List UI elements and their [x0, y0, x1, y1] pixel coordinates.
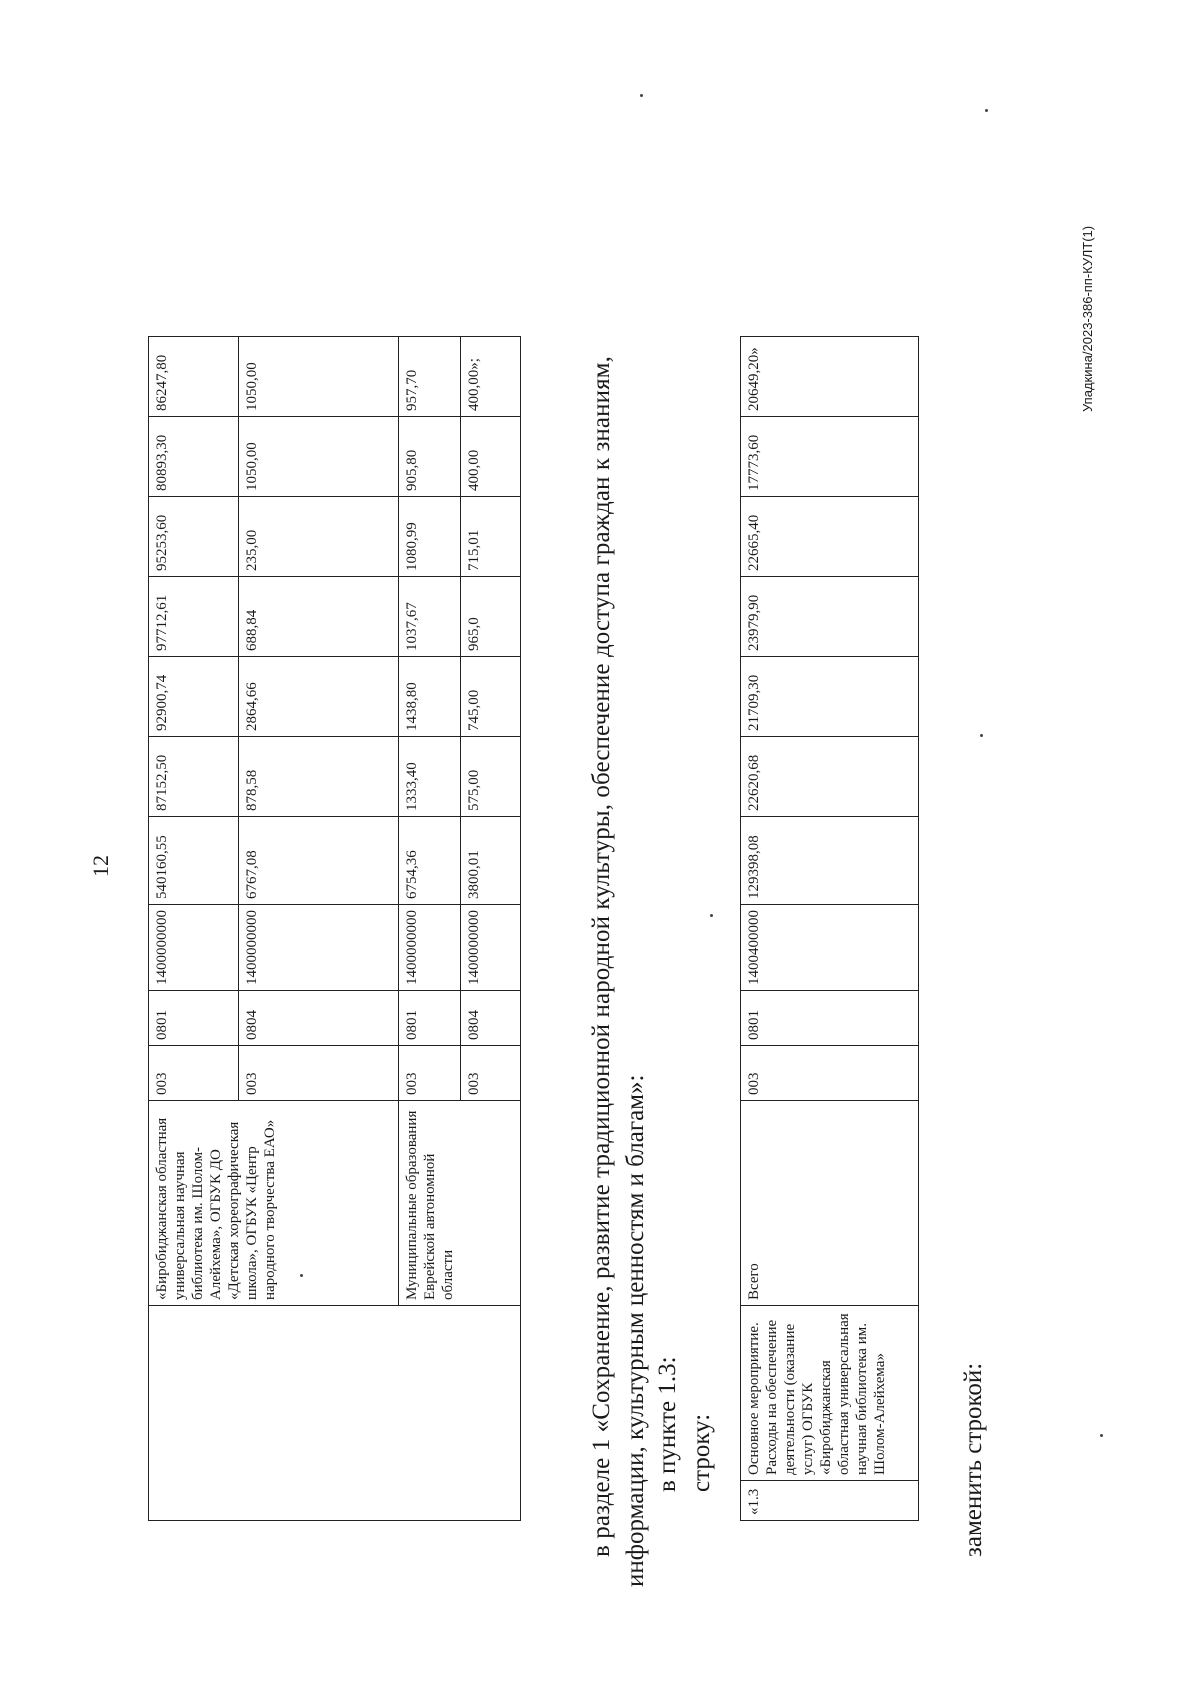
scan-speck — [985, 109, 988, 112]
table-cell-value: 1333,40 — [399, 737, 461, 817]
table-cell-value: 1438,80 — [399, 657, 461, 737]
table-cell-value: 878,58 — [239, 737, 399, 817]
table-cell-value: 92900,74 — [149, 657, 239, 737]
table-cell-executor: «Биробиджанская областная универсальная научная библиотека им. Шолом-Алейхема», ОГБУК ДО «Детская хореографическая школа», ОГБУК «Центр народного творчества ЕАО» — [149, 1101, 399, 1306]
amendment-text-line: в разделе 1 «Сохранение, развитие традиционной народной культуры, обеспечение доступа граждан к знаниям, — [588, 356, 615, 1557]
table-cell-value: 23979,90 — [741, 577, 919, 657]
table-cell-value: 400,00 — [461, 417, 521, 497]
table-cell-value: 575,00 — [461, 737, 521, 817]
table-cell-value: 745,00 — [461, 657, 521, 737]
scan-speck — [1100, 1434, 1103, 1437]
table-cell-value: 1050,00 — [239, 337, 399, 417]
scan-speck — [640, 94, 643, 97]
table-cell-grbs: 003 — [149, 1046, 239, 1101]
table-cell-value: 21709,30 — [741, 657, 919, 737]
table-row — [149, 337, 239, 1521]
table-cell-value: 1050,00 — [239, 417, 399, 497]
table-cell-grbs: 003 — [399, 1046, 461, 1101]
table-cell-rzpr: 0801 — [741, 991, 919, 1046]
budget-table-continued — [148, 336, 521, 1521]
table-cell-csr: 1400000000 — [461, 905, 521, 991]
table-cell-csr: 1400000000 — [239, 905, 399, 991]
amendment-text-line: в пункте 1.3: — [654, 1356, 681, 1492]
table-cell-value: 129398,08 — [741, 817, 919, 905]
table-cell-value: 540160,55 — [149, 817, 239, 905]
table-cell-value: 235,00 — [239, 497, 399, 577]
table-cell-activity: Основное мероприятие. Расходы на обеспечение деятельности (оказание услуг) ОГБУК «Биробиджанская областная универсальная научная библиотека им. Шолом-Алейхема» — [741, 1306, 919, 1481]
table-cell-executor: Всего — [741, 1101, 919, 1306]
scan-speck — [710, 914, 713, 917]
table-cell-csr: 1400000000 — [149, 905, 239, 991]
table-cell-grbs: 003 — [239, 1046, 399, 1101]
table-cell-value: 87152,50 — [149, 737, 239, 817]
table-cell-value: 97712,61 — [149, 577, 239, 657]
table-cell-value: 3800,01 — [461, 817, 521, 905]
table-cell-value: 715,01 — [461, 497, 521, 577]
document-id: Упадкина/2023-386-пп-КУЛТ(1) — [1080, 225, 1095, 412]
amendment-text-line: информации, культурным ценностям и благам»: — [622, 1074, 649, 1587]
table-cell-executor: Муниципальные образования Еврейской автономной области — [399, 1101, 521, 1306]
page-number: 12 — [88, 855, 113, 877]
table-cell-value: 688,84 — [239, 577, 399, 657]
table-cell-value: 17773,60 — [741, 417, 919, 497]
table-cell-value: 957,70 — [399, 337, 461, 417]
table-cell-empty — [149, 1306, 521, 1521]
table-cell-value: 1037,67 — [399, 577, 461, 657]
table-cell-csr: 1400000000 — [399, 905, 461, 991]
table-cell-value: 6754,36 — [399, 817, 461, 905]
table-cell-value: 22620,68 — [741, 737, 919, 817]
table-cell-rzpr: 0804 — [461, 991, 521, 1046]
table-cell-value: 965,0 — [461, 577, 521, 657]
table-cell-rzpr: 0804 — [239, 991, 399, 1046]
table-cell-value: 1080,99 — [399, 497, 461, 577]
table-cell-rzpr: 0801 — [399, 991, 461, 1046]
table-cell-value: 80893,30 — [149, 417, 239, 497]
table-row — [741, 337, 919, 1521]
table-cell-value: 95253,60 — [149, 497, 239, 577]
scan-speck — [300, 1274, 303, 1277]
table-cell-value: 6767,08 — [239, 817, 399, 905]
budget-table-row-1-3 — [740, 336, 919, 1521]
amendment-text-line: заменить строкой: — [960, 1362, 987, 1557]
table-cell-value: 86247,80 — [149, 337, 239, 417]
table-cell-grbs: 003 — [461, 1046, 521, 1101]
table-cell-value: 905,80 — [399, 417, 461, 497]
table-cell-rzpr: 0801 — [149, 991, 239, 1046]
table-cell-csr: 1400400000 — [741, 905, 919, 991]
table-cell-number: «1.3 — [741, 1481, 919, 1521]
table-cell-value: 20649,20» — [741, 337, 919, 417]
table-cell-value: 2864,66 — [239, 657, 399, 737]
table-cell-value: 22665,40 — [741, 497, 919, 577]
scan-speck — [980, 734, 983, 737]
table-cell-value: 400,00»; — [461, 337, 521, 417]
table-cell-grbs: 003 — [741, 1046, 919, 1101]
amendment-text-line: строку: — [688, 1413, 715, 1492]
